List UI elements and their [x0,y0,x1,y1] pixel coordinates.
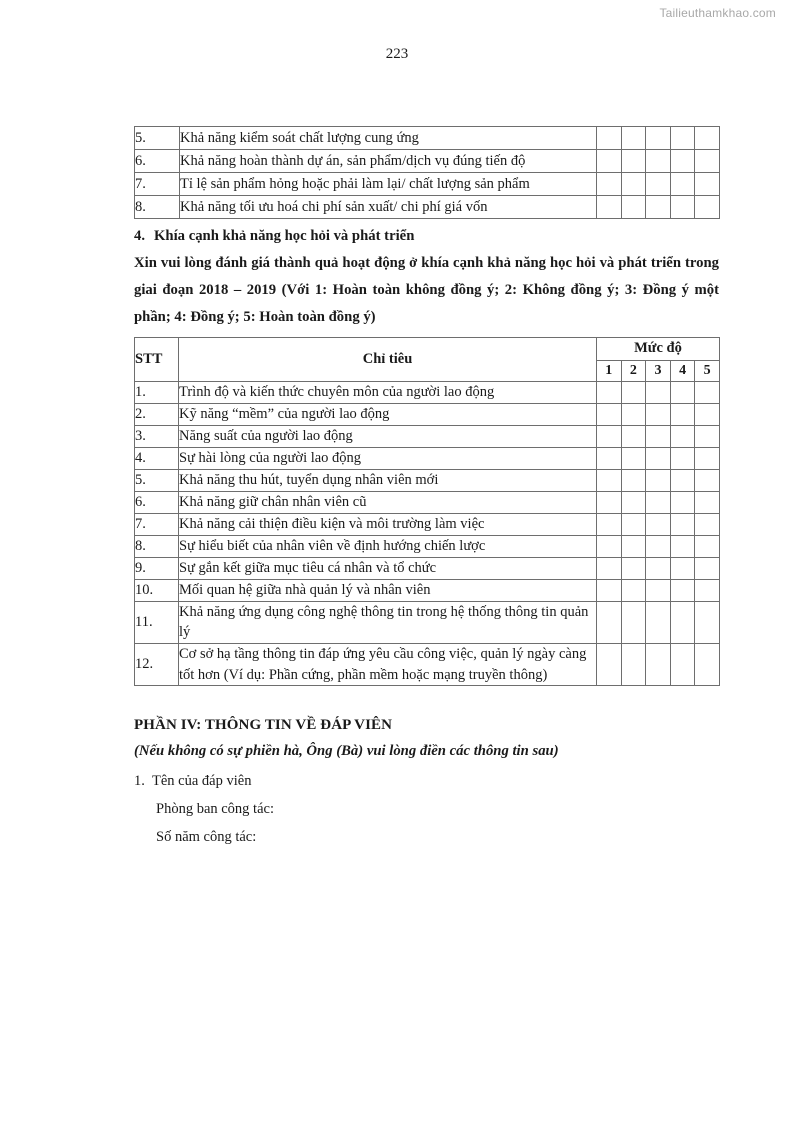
rating-cell-3[interactable] [646,447,671,469]
rating-cell-2[interactable] [621,381,646,403]
rating-cell-4[interactable] [670,491,695,513]
rating-cell-4[interactable] [670,469,695,491]
row-number: 3. [135,425,179,447]
section-heading [134,225,719,247]
rating-cell-5[interactable] [695,127,720,150]
rating-cell-5[interactable] [695,579,720,601]
rating-cell-4[interactable] [670,425,695,447]
row-label: Khả năng ứng dụng công nghệ thông tin trong hệ thống thông tin quản lý [179,601,597,643]
row-number: 8. [135,196,180,219]
rating-cell-1[interactable] [597,557,622,579]
row-label: Khả năng cải thiện điều kiện và môi trường làm việc [179,513,597,535]
rating-cell-4[interactable] [670,447,695,469]
rating-cell-2[interactable] [621,150,646,173]
rating-cell-4[interactable] [670,196,695,219]
rating-cell-3[interactable] [646,491,671,513]
row-label: Kỹ năng “mềm” của người lao động [179,403,597,425]
rating-cell-3[interactable] [646,643,671,685]
rating-cell-3[interactable] [646,196,671,219]
rating-cell-3[interactable] [646,601,671,643]
rating-cell-3[interactable] [646,381,671,403]
row-number: 7. [135,173,180,196]
table-row [135,196,720,219]
rating-cell-1[interactable] [597,491,622,513]
row-number: 2. [135,403,179,425]
row-label: Khả năng hoàn thành dự án, sản phẩm/dịch vụ đúng tiến độ [180,150,597,173]
row-number: 7. [135,513,179,535]
header-level-1: 1 [597,360,622,381]
rating-cell-2[interactable] [621,491,646,513]
row-number: 1. [135,381,179,403]
rating-cell-1[interactable] [597,150,622,173]
rating-cell-4[interactable] [670,381,695,403]
header-level: Mức độ [597,337,720,360]
table-row [135,469,720,491]
row-number: 12. [135,643,179,685]
rating-cell-4[interactable] [670,643,695,685]
rating-cell-4[interactable] [670,579,695,601]
section-heading-text: Khía cạnh khả năng học hỏi và phát triển [154,228,415,244]
header-stt: STT [135,337,179,381]
table-row [135,150,720,173]
rating-cell-1[interactable] [597,173,622,196]
rating-cell-2[interactable] [621,513,646,535]
row-label: Khả năng thu hút, tuyển dụng nhân viên mới [179,469,597,491]
page-content [134,126,719,852]
row-number: 5. [135,469,179,491]
rating-cell-1[interactable] [597,403,622,425]
rating-cell-3[interactable] [646,557,671,579]
row-label: Mối quan hệ giữa nhà quản lý và nhân viên [179,579,597,601]
rating-cell-5[interactable] [695,425,720,447]
table-row [135,403,720,425]
part-four-subtitle: (Nếu không có sự phiền hà, Ông (Bà) vui lòng điền các thông tin sau) [134,743,559,760]
rating-cell-5[interactable] [695,150,720,173]
row-label: Trình độ và kiến thức chuyên môn của người lao động [179,381,597,403]
rating-cell-4[interactable] [670,513,695,535]
rating-cell-5[interactable] [695,513,720,535]
table-row [135,601,720,643]
watermark: Tailieuthamkhao.com [659,6,776,20]
table-supply-quality-continued [134,126,720,219]
rating-cell-5[interactable] [695,447,720,469]
rating-cell-1[interactable] [597,535,622,557]
rating-cell-3[interactable] [646,403,671,425]
rating-cell-2[interactable] [621,196,646,219]
rating-cell-2[interactable] [621,557,646,579]
header-criteria: Chỉ tiêu [179,337,597,381]
row-number: 9. [135,557,179,579]
table-body [135,381,720,685]
row-number: 8. [135,535,179,557]
table-header-row [135,337,720,360]
rating-cell-2[interactable] [621,127,646,150]
section-intro-paragraph: Xin vui lòng đánh giá thành quả hoạt động ở khía cạnh khả năng học hỏi và phát triển trong giai đoạn 2018 – 2019 (Với 1: Hoàn toàn không đồng ý; 2: Không đồng ý; 3: Đồng ý một phần; 4: Đồng ý; 5: Hoàn toàn đồng ý) [134,255,719,325]
rating-cell-3[interactable] [646,535,671,557]
rating-cell-3[interactable] [646,127,671,150]
list-item [134,823,719,851]
table-row [135,447,720,469]
rating-cell-1[interactable] [597,513,622,535]
list-item-number: 1. [134,772,145,789]
rating-cell-1[interactable] [597,381,622,403]
rating-cell-3[interactable] [646,425,671,447]
list-item-label: Tên của đáp viên [152,772,252,789]
table-row [135,491,720,513]
respondent-info-list [134,767,719,852]
field-label-years: Số năm công tác: [156,829,257,846]
table-row [135,127,720,150]
list-item [134,767,719,795]
row-label: Cơ sở hạ tầng thông tin đáp ứng yêu cầu công việc, quản lý ngày càng tốt hơn (Ví dụ: Phần cứng, phần mềm hoặc mạng truyền thông) [179,643,597,685]
row-number: 6. [135,491,179,513]
rating-cell-4[interactable] [670,535,695,557]
rating-cell-3[interactable] [646,173,671,196]
section-number: 4. [134,228,146,244]
part-four-title: PHẦN IV: THÔNG TIN VỀ ĐÁP VIÊN [134,717,393,734]
rating-cell-4[interactable] [670,150,695,173]
row-label: Sự hiểu biết của nhân viên về định hướng chiến lược [179,535,597,557]
rating-cell-2[interactable] [621,643,646,685]
rating-cell-3[interactable] [646,150,671,173]
table-learning-growth [134,337,720,686]
table-row [135,579,720,601]
row-label: Năng suất của người lao động [179,425,597,447]
row-label: Tỉ lệ sản phẩm hỏng hoặc phải làm lại/ chất lượng sản phẩm [180,173,597,196]
rating-cell-5[interactable] [695,535,720,557]
rating-cell-2[interactable] [621,403,646,425]
rating-cell-1[interactable] [597,127,622,150]
rating-cell-3[interactable] [646,469,671,491]
row-label: Khả năng kiểm soát chất lượng cung ứng [180,127,597,150]
row-label: Sự hài lòng của người lao động [179,447,597,469]
table-row [135,557,720,579]
rating-cell-5[interactable] [695,173,720,196]
rating-cell-5[interactable] [695,643,720,685]
rating-cell-4[interactable] [670,127,695,150]
rating-cell-1[interactable] [597,579,622,601]
header-level-4: 4 [670,360,695,381]
rating-cell-3[interactable] [646,513,671,535]
rating-cell-2[interactable] [621,601,646,643]
rating-cell-2[interactable] [621,579,646,601]
row-number: 10. [135,579,179,601]
rating-cell-5[interactable] [695,381,720,403]
list-item [134,795,719,823]
rating-cell-1[interactable] [597,196,622,219]
rating-cell-5[interactable] [695,196,720,219]
row-label: Khả năng tối ưu hoá chi phí sản xuất/ chi phí giá vốn [180,196,597,219]
rating-cell-1[interactable] [597,469,622,491]
rating-cell-1[interactable] [597,425,622,447]
table-row [135,535,720,557]
rating-cell-2[interactable] [621,425,646,447]
table-row [135,513,720,535]
row-number: 11. [135,601,179,643]
rating-cell-5[interactable] [695,469,720,491]
row-number: 5. [135,127,180,150]
rating-cell-4[interactable] [670,173,695,196]
rating-cell-4[interactable] [670,601,695,643]
header-level-5: 5 [695,360,720,381]
row-number: 4. [135,447,179,469]
rating-cell-4[interactable] [670,403,695,425]
rating-cell-3[interactable] [646,579,671,601]
row-number: 6. [135,150,180,173]
rating-cell-1[interactable] [597,601,622,643]
rating-cell-2[interactable] [621,535,646,557]
rating-cell-1[interactable] [597,447,622,469]
rating-cell-1[interactable] [597,643,622,685]
rating-cell-5[interactable] [695,601,720,643]
rating-cell-5[interactable] [695,491,720,513]
header-level-2: 2 [621,360,646,381]
table-row [135,381,720,403]
row-label: Sự gắn kết giữa mục tiêu cá nhân và tổ chức [179,557,597,579]
row-label: Khả năng giữ chân nhân viên cũ [179,491,597,513]
table-row [135,643,720,685]
table-row [135,173,720,196]
rating-cell-2[interactable] [621,447,646,469]
rating-cell-5[interactable] [695,403,720,425]
rating-cell-4[interactable] [670,557,695,579]
rating-cell-2[interactable] [621,469,646,491]
table-row [135,425,720,447]
field-label-department: Phòng ban công tác: [156,801,274,818]
page-number: 223 [385,46,409,62]
rating-cell-5[interactable] [695,557,720,579]
part-four-block [134,712,719,852]
rating-cell-2[interactable] [621,173,646,196]
header-level-3: 3 [646,360,671,381]
